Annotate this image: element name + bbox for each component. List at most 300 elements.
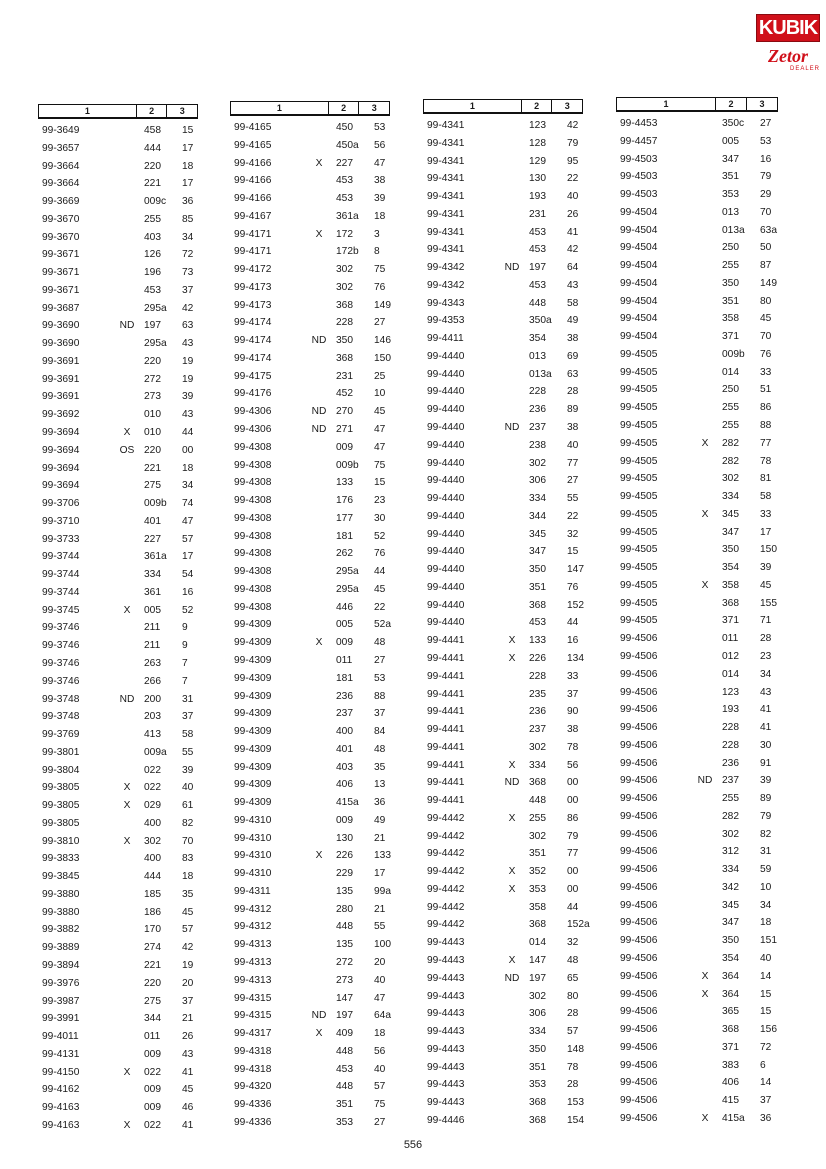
position-number: 73 (182, 267, 194, 279)
table-row (230, 759, 406, 777)
table-row (38, 957, 214, 975)
status-flag (306, 883, 332, 901)
table-row (423, 1059, 599, 1077)
ref-number: 135 (336, 939, 353, 951)
position-number: 37 (567, 688, 579, 700)
status-flag (306, 990, 332, 1008)
part-number: 99-4505 (620, 437, 658, 449)
position-number: 82 (760, 828, 772, 840)
ref-number: 358 (722, 579, 739, 591)
table-row (423, 668, 599, 686)
part-number: 99-4440 (427, 564, 465, 576)
table-row (423, 437, 599, 455)
table-row (38, 833, 214, 851)
ref-number: 353 (529, 1079, 546, 1091)
position-number: 34 (182, 480, 194, 492)
table-row (38, 317, 214, 335)
table-row (230, 776, 406, 794)
ref-number: 351 (529, 581, 546, 593)
status-flag (692, 808, 718, 826)
ref-number: 306 (529, 1008, 546, 1020)
position-number: 27 (374, 1116, 386, 1128)
status-flag (114, 957, 140, 975)
part-number: 99-4504 (620, 277, 658, 289)
position-number: 61 (182, 800, 194, 812)
part-number: 99-4506 (620, 917, 658, 929)
part-number: 99-3889 (42, 942, 80, 954)
ref-number: 353 (722, 189, 739, 201)
table-row (38, 726, 214, 744)
part-number: 99-4310 (234, 832, 272, 844)
position-number: 79 (760, 171, 772, 183)
status-flag (499, 561, 525, 579)
table-row (616, 719, 792, 737)
position-number: 21 (182, 1013, 194, 1025)
table-row (616, 293, 792, 311)
position-number: 45 (374, 583, 386, 595)
ref-number: 350 (336, 335, 353, 347)
status-flag (114, 1010, 140, 1028)
status-flag (692, 666, 718, 684)
table-row (38, 406, 214, 424)
position-number: 100 (374, 939, 391, 951)
status-flag (306, 972, 332, 990)
status-flag (306, 954, 332, 972)
ref-number: 010 (144, 409, 161, 421)
position-number: 3 (374, 228, 380, 240)
ref-number: 013a (529, 368, 552, 380)
ref-number: 009c (144, 196, 167, 208)
table-row (230, 492, 406, 510)
table-row (616, 204, 792, 222)
ref-number: 302 (529, 990, 546, 1002)
ref-number: 406 (722, 1077, 739, 1089)
ref-number: 400 (144, 853, 161, 865)
ref-number: 361 (144, 586, 161, 598)
status-flag (692, 257, 718, 275)
position-number: 49 (374, 814, 386, 826)
position-number: 28 (567, 1079, 579, 1091)
ref-number: 197 (144, 320, 161, 332)
part-number: 99-3744 (42, 569, 80, 581)
ref-number: 444 (144, 142, 161, 154)
part-number: 99-4317 (234, 1028, 272, 1040)
status-flag (499, 1059, 525, 1077)
part-number: 99-4150 (42, 1066, 80, 1078)
position-number: 83 (182, 853, 194, 865)
ref-number: 364 (722, 988, 739, 1000)
part-number: 99-4440 (427, 368, 465, 380)
ref-number: 176 (336, 495, 353, 507)
column-header (38, 104, 198, 119)
position-number: 37 (182, 284, 194, 296)
status-flag (306, 474, 332, 492)
ref-number: 255 (144, 213, 161, 225)
status-flag (306, 510, 332, 528)
ref-number: 403 (336, 761, 353, 773)
part-number: 99-4505 (620, 420, 658, 432)
table-row (38, 691, 214, 709)
part-number: 99-3694 (42, 480, 80, 492)
table-row (230, 190, 406, 208)
ref-number: 354 (529, 333, 546, 345)
position-number: 32 (567, 937, 579, 949)
ref-number: 128 (529, 137, 546, 149)
part-number: 99-4308 (234, 512, 272, 524)
position-number: 147 (567, 564, 584, 576)
part-number: 99-3744 (42, 586, 80, 598)
part-number: 99-4504 (620, 224, 658, 236)
status-flag: ND (311, 424, 327, 436)
status-flag: ND (504, 972, 520, 984)
position-number: 76 (374, 548, 386, 560)
position-number: 152a (567, 919, 590, 931)
part-number: 99-4441 (427, 706, 465, 718)
status-flag (306, 812, 332, 830)
part-number: 99-4440 (427, 493, 465, 505)
table-row (423, 295, 599, 313)
status-flag (306, 243, 332, 261)
table-row (38, 264, 214, 282)
part-number: 99-3690 (42, 320, 80, 332)
table-row (616, 364, 792, 382)
status-flag (114, 406, 140, 424)
part-number: 99-4440 (427, 439, 465, 451)
status-flag: ND (504, 422, 520, 434)
ref-number: 262 (336, 548, 353, 560)
ref-number: 147 (529, 954, 546, 966)
logo-partner: Zetor (768, 46, 808, 66)
ref-number: 306 (529, 475, 546, 487)
table-row (38, 904, 214, 922)
status-flag: X (315, 228, 323, 240)
table-row (230, 208, 406, 226)
header-pos: 3 (759, 99, 765, 109)
table-row (230, 155, 406, 173)
position-number: 70 (760, 206, 772, 218)
table-row (38, 229, 214, 247)
position-number: 15 (567, 546, 579, 558)
ref-number: 282 (722, 455, 739, 467)
ref-number: 453 (529, 244, 546, 256)
ref-number: 221 (144, 178, 161, 190)
ref-number: 211 (144, 640, 161, 652)
table-row (616, 470, 792, 488)
table-row (38, 140, 214, 158)
table-row (616, 648, 792, 666)
position-number: 27 (567, 475, 579, 487)
ref-number: 347 (722, 917, 739, 929)
status-flag (499, 348, 525, 366)
part-number: 99-3745 (42, 604, 80, 616)
table-row (423, 455, 599, 473)
position-number: 47 (374, 992, 386, 1004)
table-row (423, 774, 599, 792)
status-flag (114, 122, 140, 140)
part-number: 99-4309 (234, 743, 272, 755)
part-number: 99-4172 (234, 264, 272, 276)
status-flag (114, 140, 140, 158)
status-flag (499, 1094, 525, 1112)
ref-number: 022 (144, 764, 161, 776)
ref-number: 009b (336, 459, 359, 471)
position-number: 40 (182, 782, 194, 794)
status-flag: ND (311, 1010, 327, 1022)
position-number: 39 (760, 775, 772, 787)
ref-number: 129 (529, 155, 546, 167)
table-row (38, 1064, 214, 1082)
position-number: 37 (182, 995, 194, 1007)
table-row (423, 277, 599, 295)
table-row (616, 826, 792, 844)
status-flag (692, 595, 718, 613)
part-number: 99-3710 (42, 515, 80, 527)
part-number: 99-4505 (620, 544, 658, 556)
part-number: 99-4309 (234, 637, 272, 649)
status-flag (306, 208, 332, 226)
table-row (616, 701, 792, 719)
ref-number: 368 (529, 1114, 546, 1126)
status-flag (692, 151, 718, 169)
position-number: 44 (567, 901, 579, 913)
ref-number: 347 (529, 546, 546, 558)
position-number: 33 (567, 670, 579, 682)
status-flag (692, 790, 718, 808)
ref-number: 014 (529, 937, 546, 949)
position-number: 99a (374, 885, 391, 897)
table-row (38, 158, 214, 176)
table-row (423, 828, 599, 846)
part-number: 99-4320 (234, 1081, 272, 1093)
ref-number: 229 (336, 868, 353, 880)
position-number: 17 (182, 142, 194, 154)
table-row (616, 115, 792, 133)
position-number: 146 (374, 335, 391, 347)
ref-number: 351 (722, 171, 739, 183)
position-number: 39 (182, 391, 194, 403)
table-row (230, 545, 406, 563)
status-flag (499, 614, 525, 632)
table-row (38, 300, 214, 318)
ref-number: 255 (722, 402, 739, 414)
table-row (230, 1061, 406, 1079)
table-row (230, 723, 406, 741)
position-number: 39 (374, 193, 386, 205)
position-number: 150 (760, 544, 777, 556)
part-number: 99-4308 (234, 477, 272, 489)
table-row (616, 808, 792, 826)
position-number: 43 (182, 409, 194, 421)
table-row (423, 845, 599, 863)
status-flag (114, 211, 140, 229)
status-flag (692, 932, 718, 950)
part-number: 99-3746 (42, 657, 80, 669)
status-flag (692, 737, 718, 755)
status-flag (114, 762, 140, 780)
status-flag (692, 381, 718, 399)
table-row (423, 366, 599, 384)
part-number: 99-4506 (620, 864, 658, 876)
status-flag (114, 158, 140, 176)
status-flag (306, 528, 332, 546)
ref-number: 231 (529, 208, 546, 220)
position-number: 59 (760, 864, 772, 876)
table-row (230, 936, 406, 954)
part-number: 99-3671 (42, 249, 80, 261)
part-number: 99-4440 (427, 475, 465, 487)
position-number: 16 (760, 153, 772, 165)
position-number: 80 (567, 990, 579, 1002)
ref-number: 368 (336, 352, 353, 364)
part-number: 99-4446 (427, 1114, 465, 1126)
ref-number: 351 (336, 1099, 353, 1111)
ref-number: 013 (529, 350, 546, 362)
ref-number: 220 (144, 977, 161, 989)
part-number: 99-4336 (234, 1116, 272, 1128)
table-row (423, 650, 599, 668)
status-flag: X (123, 800, 131, 812)
part-number: 99-3649 (42, 125, 80, 136)
position-number: 00 (567, 883, 579, 895)
table-row (423, 916, 599, 934)
logo-brand: KUBIK (756, 14, 820, 42)
part-number: 99-4341 (427, 173, 465, 185)
status-flag (692, 470, 718, 488)
ref-number: 334 (529, 759, 546, 771)
position-number: 55 (567, 493, 579, 505)
position-number: 76 (567, 581, 579, 593)
ref-number: 354 (722, 952, 739, 964)
status-flag: X (123, 604, 131, 616)
position-number: 79 (567, 137, 579, 149)
ref-number: 235 (529, 688, 546, 700)
part-number: 99-4506 (620, 828, 658, 840)
ref-number: 013 (722, 206, 739, 218)
status-flag (306, 670, 332, 688)
position-number: 82 (182, 817, 194, 829)
status-flag (306, 1096, 332, 1114)
ref-number: 302 (529, 830, 546, 842)
ref-number: 350 (529, 1043, 546, 1055)
status-flag (306, 261, 332, 279)
status-flag (499, 686, 525, 704)
table-row (230, 474, 406, 492)
parts-column-2 (230, 101, 406, 1132)
position-number: 89 (760, 793, 772, 805)
status-flag (114, 229, 140, 247)
status-flag (692, 168, 718, 186)
part-number: 99-3694 (42, 427, 80, 439)
table-row (616, 914, 792, 932)
position-number: 79 (567, 830, 579, 842)
status-flag: OS (119, 444, 135, 456)
table-row (616, 737, 792, 755)
part-number: 99-3833 (42, 853, 80, 865)
table-row (38, 602, 214, 620)
table-row (230, 439, 406, 457)
ref-number: 220 (144, 160, 161, 172)
position-number: 15 (374, 477, 386, 489)
status-flag (114, 1028, 140, 1046)
status-flag (692, 612, 718, 630)
position-number: 17 (374, 868, 386, 880)
part-number: 99-4441 (427, 635, 465, 647)
status-flag (499, 668, 525, 686)
table-row (423, 579, 599, 597)
ref-number: 302 (722, 828, 739, 840)
part-number: 99-4315 (234, 1010, 272, 1022)
part-number: 99-4173 (234, 299, 272, 311)
position-number: 76 (760, 348, 772, 360)
ref-number: 236 (336, 690, 353, 702)
position-number: 152 (567, 599, 584, 611)
table-row (423, 383, 599, 401)
table-row (423, 543, 599, 561)
position-number: 81 (760, 473, 772, 485)
ref-number: 365 (722, 1006, 739, 1018)
part-number: 99-4505 (620, 508, 658, 520)
status-flag (306, 385, 332, 403)
table-row (38, 371, 214, 389)
part-number: 99-4506 (620, 952, 658, 964)
position-number: 78 (760, 455, 772, 467)
position-number: 19 (182, 355, 194, 367)
table-row (230, 457, 406, 475)
part-number: 99-4506 (620, 1095, 658, 1107)
ref-number: 302 (529, 457, 546, 469)
ref-number: 334 (722, 864, 739, 876)
position-number: 45 (760, 313, 772, 325)
table-row (230, 812, 406, 830)
position-number: 33 (760, 508, 772, 520)
ref-number: 406 (336, 779, 353, 791)
ref-number: 453 (144, 284, 161, 296)
table-row (616, 1039, 792, 1057)
part-number: 99-4353 (427, 315, 465, 327)
table-row (38, 282, 214, 300)
part-number: 99-4442 (427, 883, 465, 895)
ref-number: 354 (722, 562, 739, 574)
table-row (230, 279, 406, 297)
table-row (423, 739, 599, 757)
part-number: 99-4506 (620, 810, 658, 822)
column-header (230, 101, 390, 116)
part-number: 99-3801 (42, 746, 80, 758)
position-number: 88 (760, 420, 772, 432)
table-row (616, 151, 792, 169)
status-flag (114, 993, 140, 1011)
table-row (423, 757, 599, 775)
ref-number: 228 (722, 739, 739, 751)
status-flag (114, 655, 140, 673)
table-row (423, 1005, 599, 1023)
table-row (38, 548, 214, 566)
table-row (38, 921, 214, 939)
position-number: 44 (374, 566, 386, 578)
position-number: 57 (182, 533, 194, 545)
table-row (230, 972, 406, 990)
part-number: 99-4503 (620, 171, 658, 183)
position-number: 8 (374, 246, 380, 258)
parts-column-1 (38, 104, 214, 1135)
part-number: 99-4506 (620, 757, 658, 769)
ref-number: 368 (529, 777, 546, 789)
status-flag (114, 975, 140, 993)
table-row (616, 559, 792, 577)
part-number: 99-4506 (620, 1059, 658, 1071)
header-pos: 3 (371, 103, 377, 113)
logo-tag: DEALER (789, 66, 820, 72)
